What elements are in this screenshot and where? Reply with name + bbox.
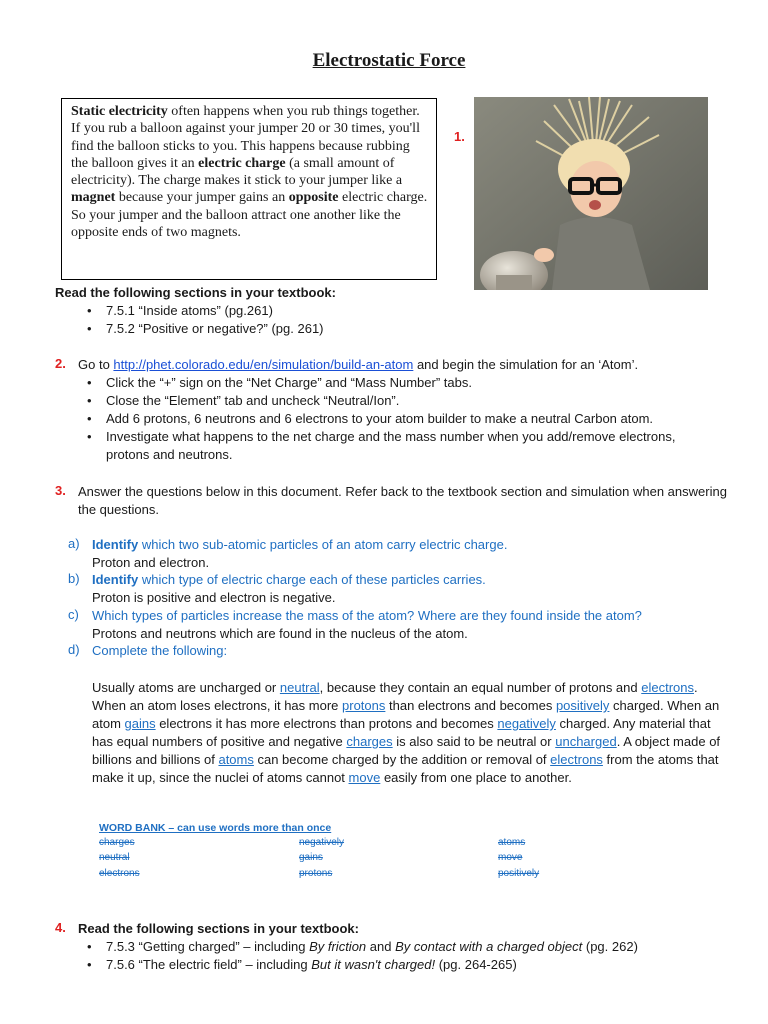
cloze-text: can become charged by the addition or removal of bbox=[253, 752, 551, 767]
q3c-question: Which types of particles increase the mass of the atom? Where are they found inside the atom? bbox=[92, 608, 642, 623]
q4-item2-em: But it wasn't charged! bbox=[311, 957, 436, 972]
q2-text bbox=[78, 356, 638, 374]
q3c-answer: Protons and neutrons which are found in the nucleus of the atom. bbox=[92, 626, 468, 641]
cloze-text: . When an atom loses electrons, it has more bbox=[92, 680, 698, 713]
q4-heading: Read the following sections in your textbook: bbox=[78, 921, 359, 936]
intro-textbox bbox=[61, 98, 437, 280]
word-bank-item: positively bbox=[498, 868, 540, 879]
list-item: • 7.5.2 “Positive or negative?” (pg. 261) bbox=[82, 320, 324, 338]
page-title: Electrostatic Force bbox=[312, 50, 466, 71]
q3b-question bbox=[92, 571, 486, 589]
q3a-letter: a) bbox=[68, 536, 80, 551]
cloze-answer: electrons bbox=[550, 752, 603, 767]
q2-number: 2. bbox=[55, 356, 66, 371]
cloze-text: . A object made of billions and billions of bbox=[92, 734, 721, 767]
intro-text-1: often happens when you rub things together. If you rub a balloon against your jumper 20 or 30 times, you'll find the balloon sticks to you. This happens because rubbing the balloon gives it an bbox=[71, 104, 420, 171]
intro-bold-1: Static electricity bbox=[71, 104, 168, 119]
q3-number: 3. bbox=[55, 483, 66, 498]
cloze-text: charged. When an atom bbox=[92, 698, 720, 731]
cloze-text: from the atoms that make it up, since the nuclei of atoms cannot bbox=[92, 752, 719, 785]
intro-text-4: electric charge. So your jumper and the balloon attract one another like the opposite ends of two magnets. bbox=[71, 190, 428, 241]
cloze-answer: gains bbox=[124, 716, 156, 731]
word-bank-item: atoms bbox=[498, 837, 526, 848]
word-bank-item: negatively bbox=[299, 837, 345, 848]
q4-number: 4. bbox=[55, 920, 66, 935]
cloze-text: , because they contain an equal number of protons and bbox=[319, 680, 642, 695]
list-item: • Investigate what happens to the net charge and the mass number when you add/remove electrons, protons and neutrons. bbox=[82, 428, 722, 464]
q4-item1-em: By contact with a charged object bbox=[395, 939, 583, 954]
q1-list bbox=[82, 302, 324, 338]
list-item: • Click the “+” sign on the “Net Charge” and “Mass Number” tabs. bbox=[82, 374, 722, 392]
intro-text-2: (a small amount of electricity). The charge makes it stick to your jumper like a bbox=[71, 155, 403, 189]
cloze-text: charged. Any material that has equal numbers of positive and negative bbox=[92, 716, 711, 749]
q4-item2-text: 7.5.6 “The electric field” – including bbox=[106, 957, 312, 972]
q4-item1-text: 7.5.3 “Getting charged” – including bbox=[106, 939, 310, 954]
intro-bold-3: magnet bbox=[71, 190, 116, 206]
q4-list bbox=[82, 938, 742, 974]
q4-item1-em: By friction bbox=[309, 939, 367, 954]
q3-text: Answer the questions below in this document. Refer back to the textbook section and simulation when answering the questions. bbox=[78, 484, 727, 517]
q4-item1-mid: and bbox=[366, 939, 396, 954]
word-bank-item: charges bbox=[99, 837, 135, 848]
q3a-question-text: which two sub-atomic particles of an atom carry electric charge. bbox=[138, 537, 508, 552]
q3d-letter: d) bbox=[68, 642, 80, 657]
q3d-question: Complete the following: bbox=[92, 643, 228, 658]
cloze-answer: charges bbox=[346, 734, 393, 749]
cloze-answer: uncharged bbox=[555, 734, 617, 749]
intro-bold-4: opposite bbox=[288, 190, 339, 206]
word-bank-item: protons bbox=[299, 868, 333, 879]
cloze-answer: move bbox=[348, 770, 381, 785]
cloze-text: electrons it has more electrons than protons and becomes bbox=[155, 716, 498, 731]
cloze-answer: protons bbox=[342, 698, 386, 713]
q1-number: 1. bbox=[454, 129, 465, 144]
word-bank-item: neutral bbox=[99, 852, 130, 863]
cloze-answer: positively bbox=[555, 698, 610, 713]
cloze-answer: negatively bbox=[497, 716, 556, 731]
cloze-text: Usually atoms are uncharged or bbox=[92, 680, 280, 695]
word-bank-title: WORD BANK – can use words more than once bbox=[99, 822, 332, 834]
q3a-bold: Identify bbox=[92, 537, 139, 552]
list-item: • 7.5.1 “Inside atoms” (pg.261) bbox=[82, 302, 324, 320]
cloze-text: is also said to be neutral or bbox=[392, 734, 556, 749]
intro-text-3: because your jumper gains an bbox=[115, 190, 289, 206]
cloze-answer: neutral bbox=[279, 680, 320, 695]
phet-link[interactable]: http://phet.colorado.edu/en/simulation/build-an-atom bbox=[113, 357, 414, 372]
intro-bold-2: electric charge bbox=[198, 155, 286, 171]
q3a-question bbox=[92, 536, 507, 554]
q2-list bbox=[82, 374, 722, 464]
q3b-answer: Proton is positive and electron is negative. bbox=[92, 590, 336, 605]
list-item: • Close the “Element” tab and uncheck “Neutral/Ion”. bbox=[82, 392, 722, 410]
q3b-question-text: which type of electric charge each of these particles carries. bbox=[138, 572, 486, 587]
q3b-letter: b) bbox=[68, 571, 80, 586]
list-item: • Add 6 protons, 6 neutrons and 6 electrons to your atom builder to make a neutral Carbon atom. bbox=[82, 410, 722, 428]
list-item bbox=[82, 956, 742, 974]
word-bank-item: gains bbox=[299, 852, 323, 863]
word-bank-item: electrons bbox=[99, 868, 140, 879]
q3c-letter: c) bbox=[68, 607, 79, 622]
cloze-text: than electrons and becomes bbox=[385, 698, 556, 713]
cloze-paragraph bbox=[92, 679, 732, 787]
cloze-answer: electrons bbox=[641, 680, 694, 695]
q4-item1-post: (pg. 262) bbox=[582, 939, 638, 954]
q2-post: and begin the simulation for an ‘Atom’. bbox=[413, 357, 639, 372]
q3a-answer: Proton and electron. bbox=[92, 555, 210, 570]
static-hair-child-photo bbox=[474, 97, 708, 290]
cloze-answer: atoms bbox=[218, 752, 254, 767]
q4-item2-post: (pg. 264-265) bbox=[435, 957, 517, 972]
q1-heading: Read the following sections in your textbook: bbox=[55, 285, 336, 300]
word-bank-item: move bbox=[498, 852, 523, 863]
q3b-bold: Identify bbox=[92, 572, 139, 587]
list-item bbox=[82, 938, 742, 956]
cloze-text: easily from one place to another. bbox=[380, 770, 572, 785]
q2-pre: Go to bbox=[78, 357, 114, 372]
